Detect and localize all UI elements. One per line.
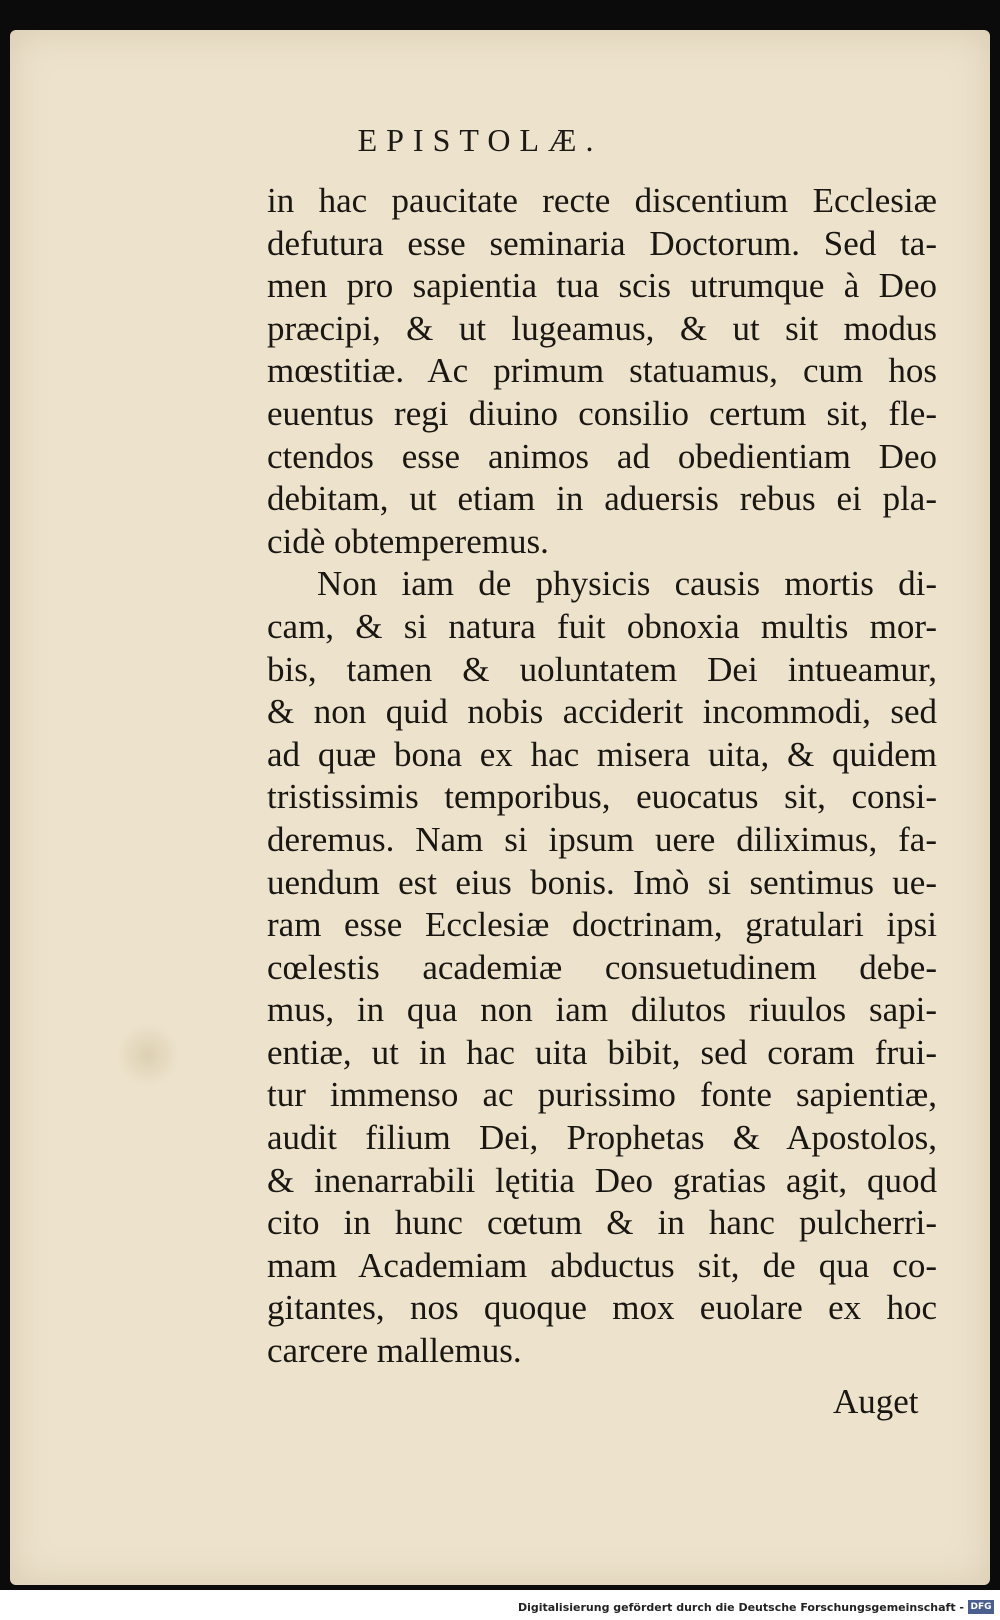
text-line: tristissimis temporibus, euocatus sit, consi- (267, 777, 937, 817)
paper-stain (118, 1020, 178, 1090)
running-head: EPISTOLÆ. (357, 122, 603, 158)
text-line: cœlestis academiæ consuetudinem debe- (267, 947, 937, 987)
text-line: entiæ, ut in hac uita bibit, sed coram frui- (267, 1032, 937, 1072)
text-line: ram esse Ecclesiæ doctrinam, gratulari ipsi (267, 905, 937, 945)
text-line: euentus regi diuino consilio certum sit, fle- (267, 393, 937, 433)
catchword: Auget (833, 1382, 919, 1421)
text-line: defutura esse seminaria Doctorum. Sed ta- (267, 223, 937, 263)
footer-bar (0, 1590, 1000, 1620)
text-line: cito in hunc cœtum & in hanc pulcherri- (267, 1203, 937, 1243)
text-line: præcipi, & ut lugeamus, & ut sit modus (267, 308, 937, 348)
text-line: men pro sapientia tua scis utrumque à Deo (267, 266, 937, 306)
text-line: Non iam de physicis causis mortis di- (317, 564, 937, 604)
text-line: in hac paucitate recte discentium Ecclesiæ (267, 181, 937, 220)
text-line: tur immenso ac purissimo fonte sapientiæ, (267, 1075, 937, 1115)
text-line: bis, tamen & uoluntatem Dei intueamur, (267, 649, 937, 689)
text-line: mœstitiæ. Ac primum statuamus, cum hos (267, 351, 937, 391)
text-line: audit filium Dei, Prophetas & Apostolos, (267, 1118, 937, 1158)
text-line: uendum est eius bonis. Imò si sentimus ue- (267, 862, 937, 902)
text-line: & non quid nobis acciderit incommodi, sed (267, 692, 937, 732)
text-line: & inenarrabili lętitia Deo gratias agit, quod (267, 1160, 937, 1200)
text-line: mam Academiam abductus sit, de qua co- (267, 1245, 937, 1285)
funding-credit: Digitalisierung gefördert durch die Deutsche Forschungsgemeinschaft - (517, 1601, 964, 1614)
text-line: cidè obtemperemus. (267, 521, 549, 561)
text-line: gitantes, nos quoque mox euolare ex hoc (267, 1288, 937, 1328)
text-line: deremus. Nam si ipsum uere diliximus, fa- (267, 819, 937, 859)
text-line: debitam, ut etiam in aduersis rebus ei pla- (267, 479, 937, 519)
text-line: cam, & si natura fuit obnoxia multis mor- (267, 606, 937, 646)
text-line: mus, in qua non iam dilutos riuulos sapi- (267, 990, 937, 1030)
text-line: ctendos esse animos ad obedientiam Deo (267, 436, 937, 476)
book-page (10, 30, 990, 1585)
dfg-logo-icon: DFG (968, 1600, 994, 1614)
body-text (267, 180, 937, 1373)
text-line: ad quæ bona ex hac misera uita, & quidem (267, 734, 937, 774)
text-line: carcere mallemus. (267, 1331, 522, 1371)
